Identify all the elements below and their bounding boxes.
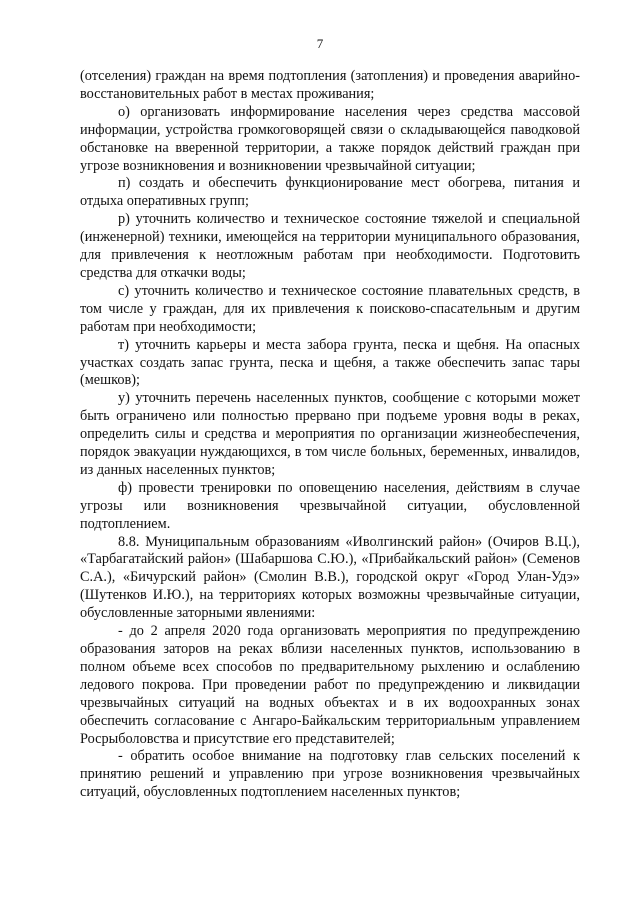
paragraph-dash-item-1: - до 2 апреля 2020 года организовать мероприятия по предупреждению образования заторов на реках вблизи населенных пунктов, использованию в полном объеме всех способов по предварительному рыхлению и ослаблению ледового покрова. При проведении работ по предупреждению и ликвидации чрезвычайных ситуаций на водных объектах и в их водоохранных зонах обеспечить согласование с Ангаро-Байкальским территориальным управлением Росрыболовства и присутствие его представителей; bbox=[80, 623, 580, 747]
paragraph-item-o: о) организовать информирование населения через средства массовой информации, устройства громкоговорящей связи о складывающейся паводковой обстановке на вверенной территории, а также порядок действий граждан при угрозе возникновения и возникновении чрезвычайной ситуации; bbox=[80, 103, 580, 174]
paragraph-item-p: п) создать и обеспечить функционирование мест обогрева, питания и отдыха оперативных групп; bbox=[80, 175, 580, 210]
paragraph-item-s: с) уточнить количество и техническое состояние плавательных средств, в том числе у граждан, для их привлечения к поисково-спасательным и другим работам при необходимости; bbox=[80, 282, 580, 335]
paragraph-continuation: (отселения) граждан на время подтопления (затопления) и проведения аварийно-восстановительных работ в местах проживания; bbox=[80, 68, 580, 102]
paragraph-dash-item-2: - обратить особое внимание на подготовку глав сельских поселений к принятию решений и управлению при угрозе возникновения чрезвычайных ситуаций, обусловленных подтоплением населенных пунктов; bbox=[80, 748, 580, 801]
paragraph-item-r: р) уточнить количество и техническое состояние тяжелой и специальной (инженерной) техники, имеющейся на территории муниципального образования, для привлечения к неотложным работам при необходимости. Подготовить средства для откачки воды; bbox=[80, 211, 580, 281]
document-body bbox=[80, 68, 580, 802]
paragraph-section-8-8: 8.8. Муниципальным образованиям «Иволгинский район» (Очиров В.Ц.), «Тарбагатайский район» (Шабаршова С.Ю.), «Прибайкальский район» (Семенов С.А.), «Бичурский район» (Смолин В.В.), городской округ «Город Улан-Удэ» (Шутенков И.Ю.), на территориях которых возможны чрезвычайные ситуации, обусловленные заторными явлениями: bbox=[80, 533, 580, 622]
paragraph-item-f: ф) провести тренировки по оповещению населения, действиям в случае угрозы или возникновения чрезвычайной ситуации, обусловленной подтоплением. bbox=[80, 479, 580, 532]
paragraph-item-t: т) уточнить карьеры и места забора грунта, песка и щебня. На опасных участках создать запас грунта, песка и щебня, а также обеспечить запас тары (мешков); bbox=[80, 336, 580, 389]
paragraph-item-u: у) уточнить перечень населенных пунктов, сообщение с которыми может быть ограничено или полностью прервано при подъеме уровня воды в реках, определить силы и средства и мероприятия по организации жизнеобеспечения, порядок эвакуации нуждающихся, в том числе больных, беременных, инвалидов, из данных населенных пунктов; bbox=[80, 390, 580, 478]
page-number: 7 bbox=[316, 36, 324, 51]
